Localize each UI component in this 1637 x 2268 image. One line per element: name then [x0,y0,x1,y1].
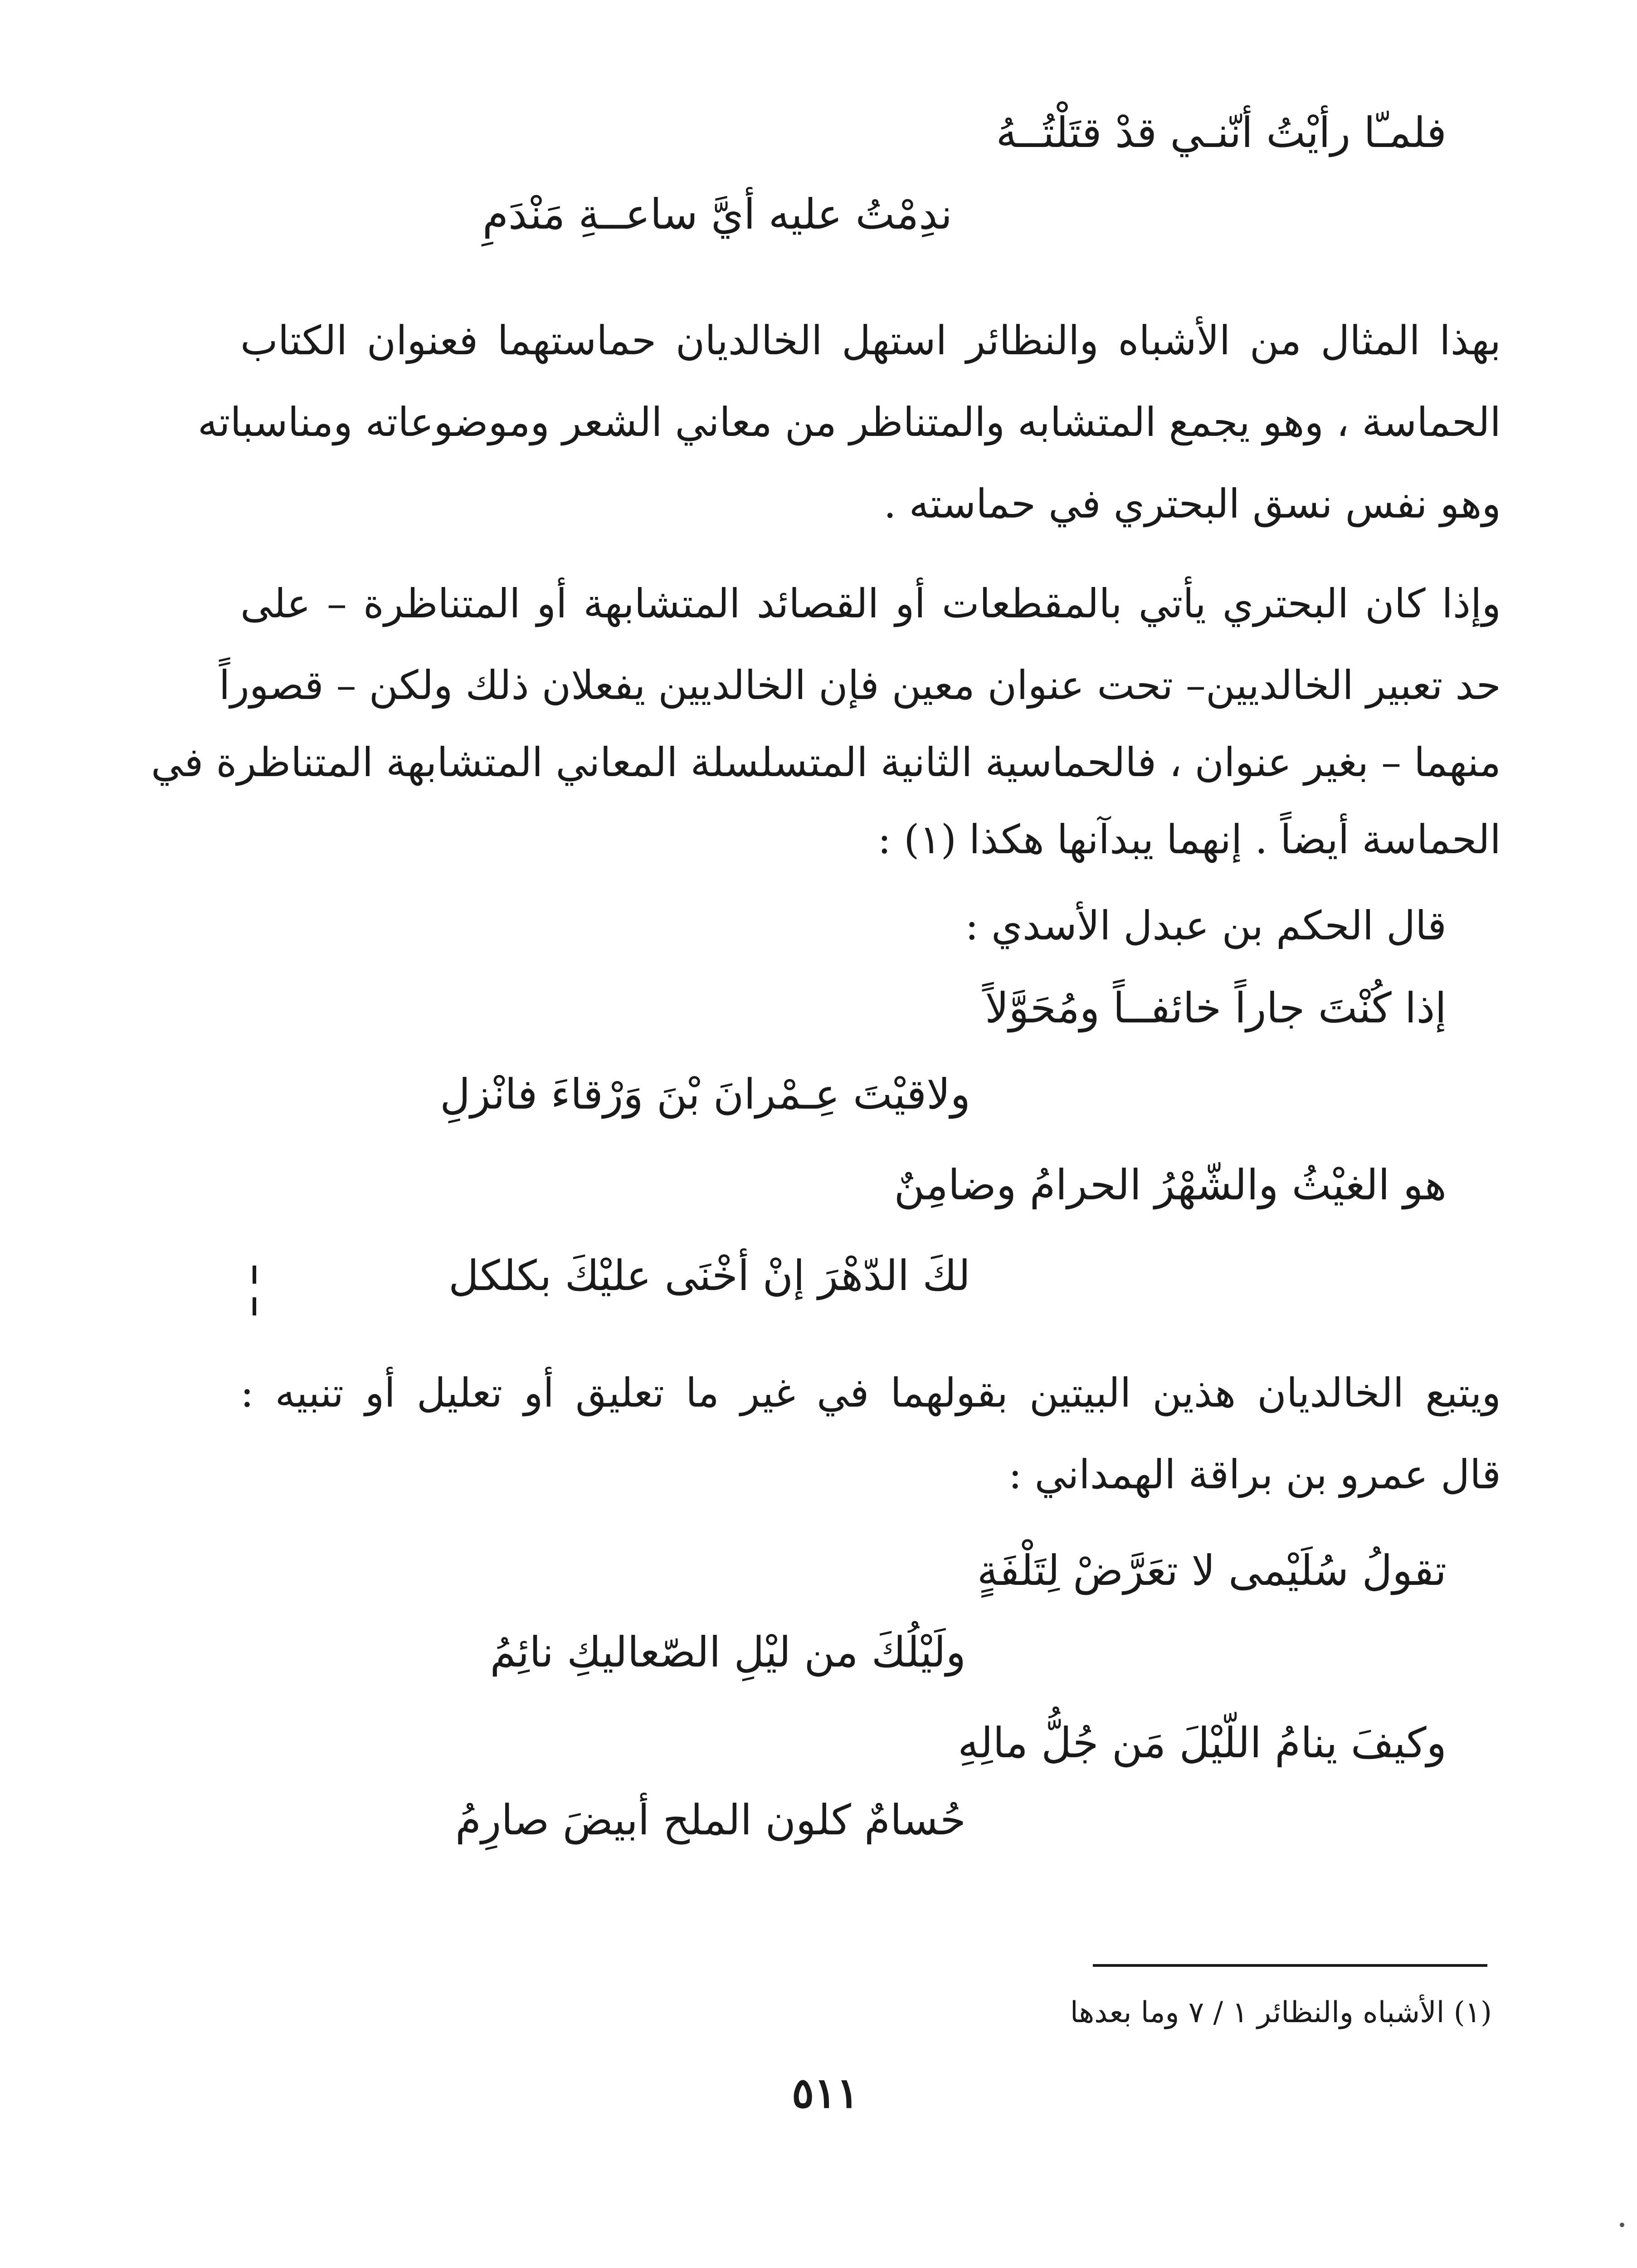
poem-intro: قال الحكم بن عبدل الأسدي : [965,902,1447,949]
verse-line: إذا كُنْتَ جاراً خائفــاً ومُحَوَّلاً [985,984,1447,1032]
paragraph-line: الحماسة أيضاً . إنهما يبدآنها هكذا (١) : [877,816,1501,863]
paragraph-line: ويتبع الخالديان هذين البيتين بقولهما في غير ما تعليق أو تعليل أو تنبيه : [240,1369,1501,1416]
verse-line: فلمـّا رأيْتُ أنّنـي قدْ قتَلْتُــهُ [996,108,1447,157]
verse-line: وكيفَ ينامُ اللّيْلَ مَن جُلُّ مالِهِ [958,1719,1447,1767]
page-number: ٥١١ [791,2068,859,2117]
paragraph-line: الحماسة ، وهو يجمع المتشابه والمتناظر من معاني الشعر وموضوعاته ومناسباته [197,399,1501,445]
paragraph-line: قال عمرو بن براقة الهمداني : [1008,1451,1501,1498]
footnote-divider [1093,1964,1487,1967]
scan-speck [1620,2223,1624,2227]
margin-mark [252,1266,256,1320]
paragraph-line: بهذا المثال من الأشباه والنظائر استهل الخالديان حماستهما فعنوان الكتاب [240,317,1501,364]
paragraph-line: وهو نفس نسق البحتري في حماسته . [883,480,1501,527]
verse-line: ندِمْتُ عليه أيَّ ساعــةِ مَنْدَمِ [482,190,952,239]
verse-line: تقولُ سُلَيْمى لا تعَرَّضْ لِتَلْفَةٍ [977,1546,1447,1595]
paragraph-line: منهما – بغير عنوان ، فالحماسية الثانية المتسلسلة المعاني المتشابهة المتناظرة في [151,739,1501,786]
paragraph-line: وإذا كان البحتري يأتي بالمقطعات أو القصائد المتشابهة أو المتناظرة – على [240,580,1501,627]
verse-line: ولاقيْتَ عِـمْرانَ بْنَ وَرْقاءَ فانْزلِ [440,1070,970,1119]
verse-line: هو الغيْثُ والشّهْرُ الحرامُ وضامِنٌ [894,1161,1447,1209]
footnote: (١) الأشباه والنظائر ١ / ٧ وما بعدها [1070,1996,1492,2029]
verse-line: لكَ الدّهْرَ إنْ أخْنَى عليْكَ بكلكل [448,1251,970,1300]
verse-line: ولَيْلُكَ من ليْلِ الصّعاليكِ نائِمُ [490,1628,966,1677]
verse-line: حُسامٌ كلون الملح أبيضَ صارِمُ [455,1796,966,1844]
paragraph-line: حد تعبير الخالديين– تحت عنوان معين فإن الخالديين يفعلان ذلك ولكن – قصوراً [219,662,1501,709]
